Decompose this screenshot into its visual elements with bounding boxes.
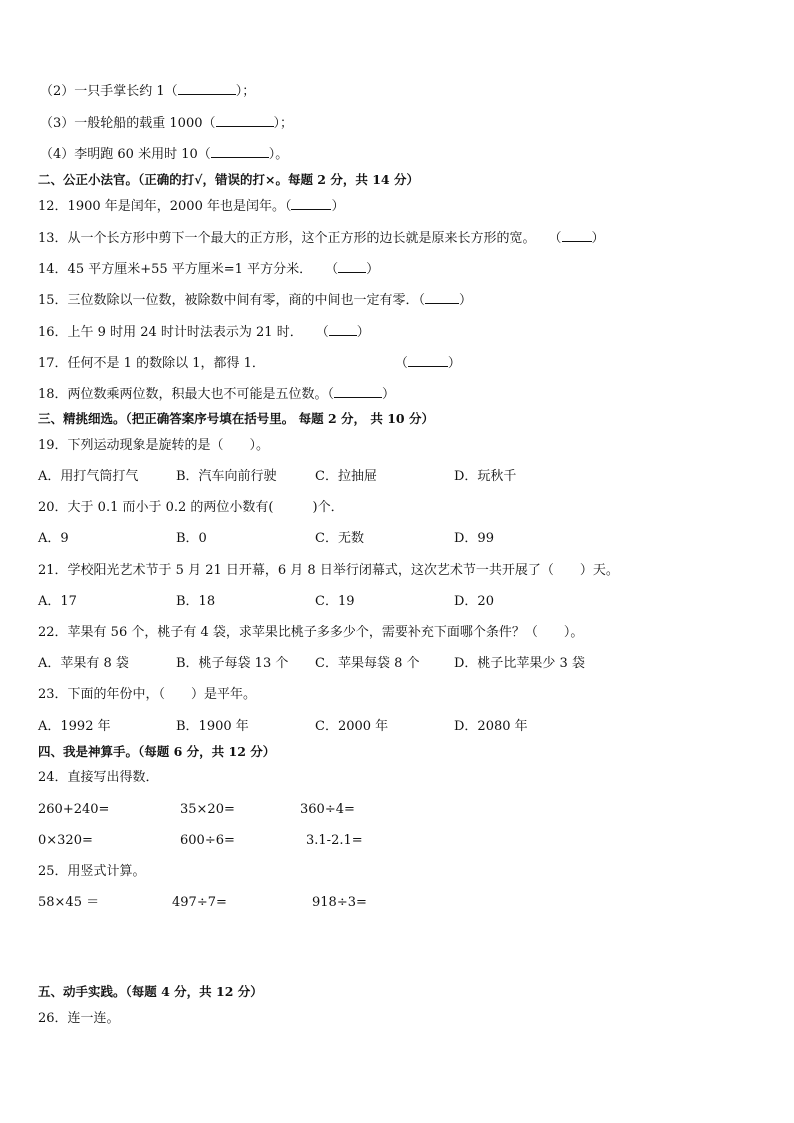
judge-item-16: 16．上午 9 时用 24 时计时法表示为 21 时． （ ）	[38, 325, 370, 340]
calc-expression: 58×45 ＝	[38, 895, 100, 910]
answer-blank[interactable]	[216, 114, 274, 127]
option-a[interactable]: A．9	[38, 531, 69, 546]
option-d[interactable]: D．99	[454, 531, 494, 546]
calc-expression: 0×320=	[38, 833, 93, 848]
judge-item-17: 17．任何不是 1 的数除以 1，都得 1． （ ）	[38, 356, 461, 371]
option-b[interactable]: B．1900 年	[176, 719, 249, 734]
answer-blank[interactable]	[178, 82, 236, 95]
choice-question-20: 20．大于 0.1 而小于 0.2 的两位小数有( )个．	[38, 500, 344, 515]
calc-expression: 260+240=	[38, 802, 110, 817]
section-heading-4: 四、我是神算手。（每题 6 分，共 12 分）	[38, 744, 276, 759]
answer-blank[interactable]	[334, 385, 382, 398]
option-a[interactable]: A．1992 年	[38, 719, 111, 734]
answer-blank[interactable]	[211, 145, 269, 158]
option-d[interactable]: D．2080 年	[454, 719, 528, 734]
fill-item-4: （4）李明跑 60 米用时 10（ ）。	[40, 147, 289, 162]
answer-blank[interactable]	[408, 354, 448, 367]
section-heading-2: 二、公正小法官。（正确的打√，错误的打×。每题 2 分，共 14 分）	[38, 172, 419, 187]
choice-question-21: 21．学校阳光艺术节于 5 月 21 日开幕，6 月 8 日举行闭幕式，这次艺术节一共开展了（ ）天。	[38, 563, 619, 578]
option-a[interactable]: A．17	[38, 594, 77, 609]
option-c[interactable]: C．苹果每袋 8 个	[315, 656, 420, 671]
option-c[interactable]: C．2000 年	[315, 719, 389, 734]
option-d[interactable]: D．桃子比苹果少 3 袋	[454, 656, 585, 671]
calc-expression: 35×20=	[180, 802, 235, 817]
fill-item-3: （3）一般轮船的载重 1000（ ）；	[40, 116, 294, 131]
option-a[interactable]: A．用打气筒打气	[38, 469, 139, 484]
option-b[interactable]: B．桃子每袋 13 个	[176, 656, 289, 671]
section-heading-5: 五、动手实践。（每题 4 分，共 12 分）	[38, 984, 263, 999]
option-c[interactable]: C．19	[315, 594, 355, 609]
choice-question-22: 22．苹果有 56 个，桃子有 4 袋，求苹果比桃子多多少个，需要补充下面哪个条件？（ ）。	[38, 625, 584, 640]
calc-question-25: 25．用竖式计算。	[38, 864, 146, 879]
judge-item-15: 15．三位数除以一位数，被除数中间有零，商的中间也一定有零．（ ）	[38, 293, 473, 308]
option-a[interactable]: A．苹果有 8 袋	[38, 656, 129, 671]
calc-expression: 3.1-2.1=	[306, 833, 363, 848]
judge-item-12: 12．1900 年是闰年，2000 年也是闰年。（ ）	[38, 199, 345, 214]
option-d[interactable]: D．玩秋千	[454, 469, 517, 484]
answer-blank[interactable]	[291, 197, 331, 210]
judge-item-18: 18．两位数乘两位数，积最大也不可能是五位数。（ ）	[38, 387, 396, 402]
answer-blank[interactable]	[329, 323, 357, 336]
calc-expression: 918÷3=	[312, 895, 367, 910]
choice-question-23: 23．下面的年份中，（ ）是平年。	[38, 687, 257, 702]
calc-expression: 360÷4=	[300, 802, 355, 817]
calc-expression: 600÷6=	[180, 833, 235, 848]
judge-item-13: 13．从一个长方形中剪下一个最大的正方形，这个正方形的边长就是原来长方形的宽。 （ ）	[38, 231, 605, 246]
practice-question-26: 26．连一连。	[38, 1011, 120, 1026]
option-c[interactable]: C．无数	[315, 531, 364, 546]
fill-item-2: （2）一只手掌长约 1（ ）；	[40, 84, 256, 99]
option-b[interactable]: B．18	[176, 594, 216, 609]
choice-question-19: 19．下列运动现象是旋转的是（ ）。	[38, 438, 270, 453]
option-b[interactable]: B．汽车向前行驶	[176, 469, 277, 484]
option-b[interactable]: B．0	[176, 531, 207, 546]
judge-item-14: 14．45 平方厘米+55 平方厘米=1 平方分米． （ ）	[38, 262, 380, 277]
option-d[interactable]: D．20	[454, 594, 494, 609]
calc-question-24: 24．直接写出得数．	[38, 770, 159, 785]
answer-blank[interactable]	[338, 260, 366, 273]
answer-blank[interactable]	[425, 291, 459, 304]
section-heading-3: 三、精挑细选。（把正确答案序号填在括号里。 每题 2 分， 共 10 分）	[38, 411, 434, 426]
calc-expression: 497÷7=	[172, 895, 227, 910]
answer-blank[interactable]	[562, 229, 592, 242]
option-c[interactable]: C．拉抽屉	[315, 469, 377, 484]
